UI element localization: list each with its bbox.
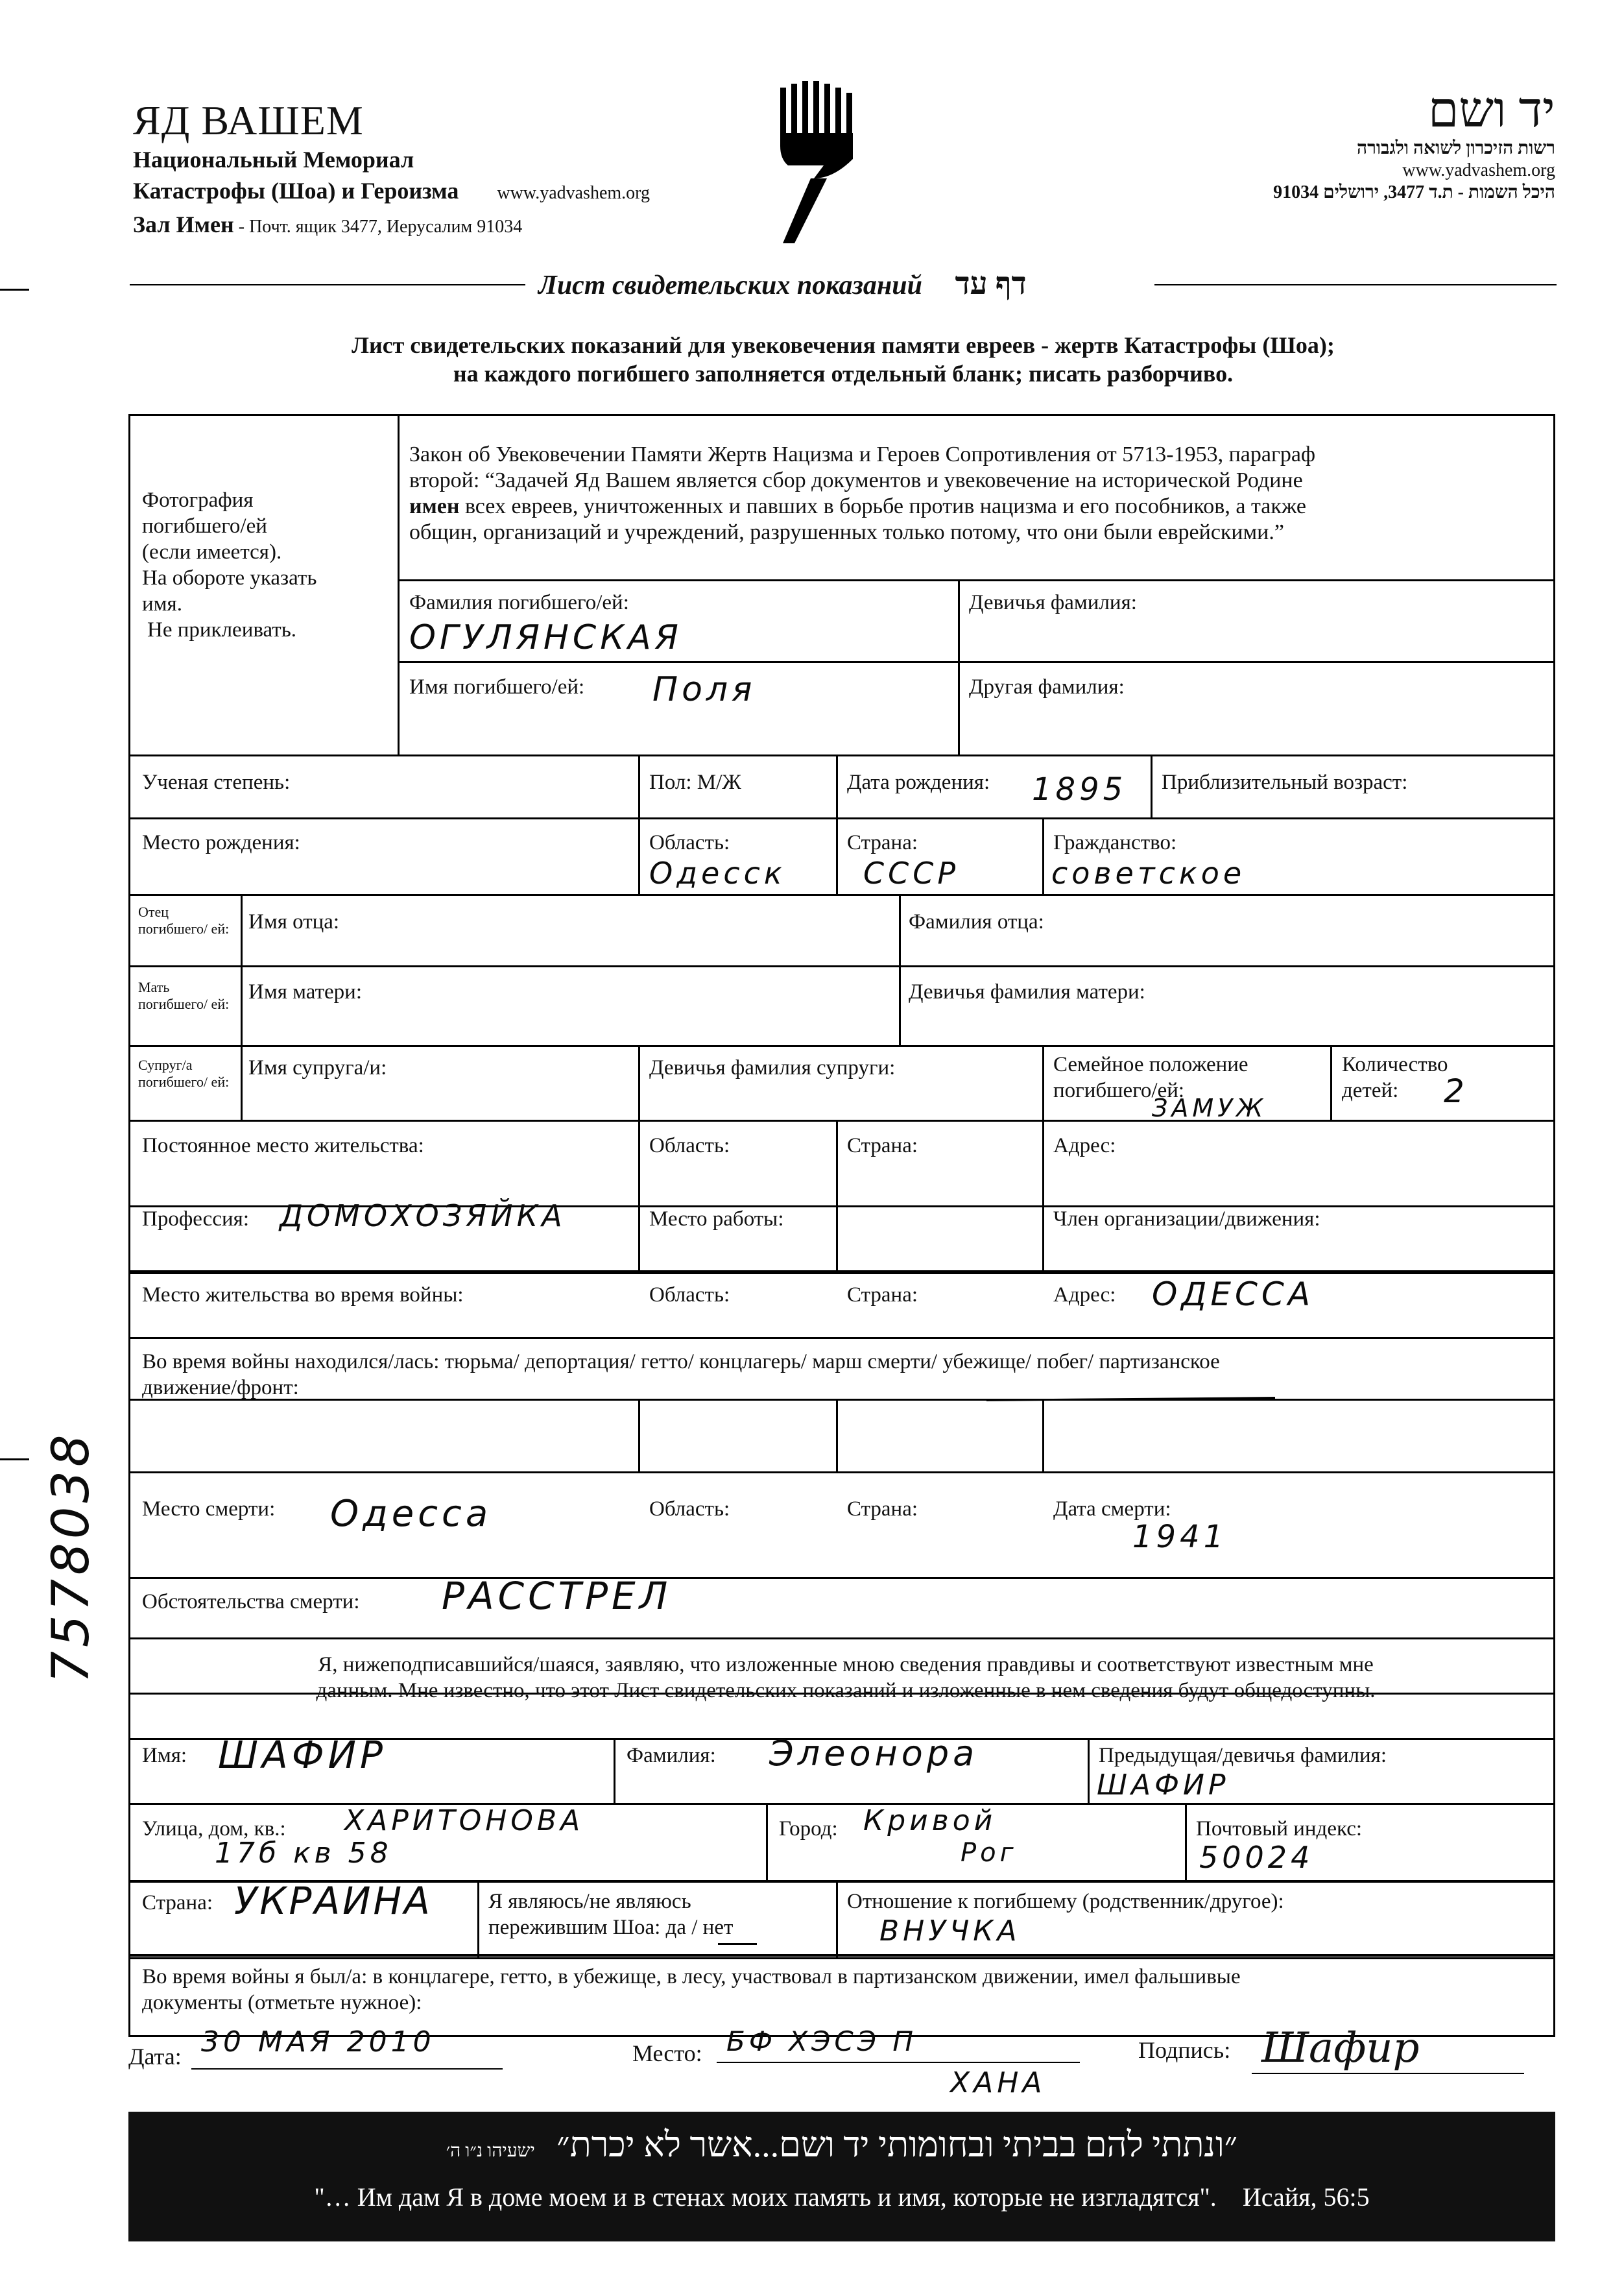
grid-line bbox=[398, 579, 1553, 581]
father-surname-label: Фамилия отца: bbox=[909, 910, 1044, 934]
zip-value[interactable]: 50024 bbox=[1199, 1840, 1314, 1875]
grid-line bbox=[638, 1045, 640, 1270]
org-line3: Зал Имен - Почт. ящик 3477, Иерусалим 91034 bbox=[133, 211, 523, 237]
submitter-country-label: Страна: bbox=[142, 1891, 213, 1914]
header-ru bbox=[133, 97, 650, 243]
place-value-line2[interactable]: ХАНА bbox=[950, 2066, 1046, 2099]
relation-label: Отношение к погибшему (родственник/другое): bbox=[847, 1890, 1284, 1913]
grid-line bbox=[836, 1120, 838, 1270]
war-country-label: Страна: bbox=[847, 1283, 918, 1307]
survivor-label: Я являюсь/не являюсь пережившим Шоа: да / нет bbox=[488, 1890, 734, 1939]
grid-line bbox=[130, 1045, 1553, 1047]
father-name-label: Имя отца: bbox=[248, 910, 340, 934]
war-whereabouts-label: Во время войны находился/лась: тюрьма/ депортация/ гетто/ концлагерь/ марш смерти/ убежище/ побег/ партизанское движение/фронт: bbox=[142, 1350, 1220, 1399]
father-side-label: Отец погибшего/ ей: bbox=[138, 904, 230, 937]
citizenship-value[interactable]: советское bbox=[1051, 856, 1246, 891]
title-rule-left bbox=[130, 284, 525, 285]
birth-region-label: Область: bbox=[649, 831, 730, 854]
website-link-he[interactable]: www.yadvashem.org bbox=[1402, 160, 1555, 180]
death-circumstances-label: Обстоятельства смерти: bbox=[142, 1590, 360, 1613]
grid-line bbox=[638, 755, 640, 894]
marital-status-value[interactable]: ЗАМУЖ bbox=[1152, 1094, 1267, 1122]
grid-line bbox=[130, 894, 1553, 896]
residence-country-label: Страна: bbox=[847, 1134, 918, 1157]
org-title-ru: ЯД ВАШЕМ bbox=[133, 97, 364, 143]
spouse-maiden-label: Девичья фамилия супруги: bbox=[649, 1056, 896, 1080]
title-rule-right bbox=[1154, 284, 1557, 285]
testimony-form bbox=[128, 414, 1555, 1957]
form-title: Лист свидетельских показаний דף עד bbox=[538, 267, 1027, 301]
survivor-yes-underline bbox=[718, 1943, 757, 1945]
children-value[interactable]: 2 bbox=[1444, 1072, 1468, 1110]
law-text: Закон об Увековечении Памяти Жертв Нацизма и Героев Сопротивления от 5713-1953, параграф второй: “Задачей Яд Вашем является сбор документов и увековечение на исторической Родине имен всех евреев, уничтоженных и павших в борьбе против нацизма и его пособников, а также общин, организаций и учреждений, разрушенных только потому, что они были еврейскими.” bbox=[409, 442, 1316, 544]
grid-line bbox=[1185, 1803, 1187, 1880]
signature-value[interactable]: Шафир bbox=[1261, 2024, 1420, 2072]
date-label: Дата: bbox=[128, 2044, 182, 2070]
submitter-name-label: Имя: bbox=[142, 1744, 187, 1767]
website-link[interactable]: www.yadvashem.org bbox=[497, 183, 650, 203]
form-subtitle: Лист свидетельских показаний для увековечения памяти евреев - жертв Катастрофы (Шоа); на каждого погибшего заполняется отдельный бланк; писать разборчиво. bbox=[352, 332, 1335, 387]
grid-line bbox=[130, 1337, 1553, 1339]
permanent-residence-label: Постоянное место жительства: bbox=[142, 1134, 424, 1157]
relation-value[interactable]: ВНУЧКА bbox=[879, 1914, 1021, 1948]
grid-line bbox=[1088, 1738, 1090, 1803]
org-line3-he: היכל השמות - ת.ד 3477, ירושלים 91034 bbox=[1273, 182, 1555, 202]
grid-line bbox=[1151, 755, 1152, 817]
submitter-surname-label: Фамилия: bbox=[627, 1744, 716, 1767]
grid-line bbox=[130, 965, 1553, 967]
margin-mark bbox=[0, 1458, 29, 1460]
profession-value[interactable]: ДОМОХОЗЯЙКА bbox=[280, 1198, 566, 1233]
place-value-line1[interactable]: БФ ХЭСЭ П bbox=[726, 2025, 918, 2057]
grid-line bbox=[130, 817, 1553, 819]
photo-box: Фотография погибшего/ей (если имеется). На обороте указать имя. Не приклеивать. bbox=[142, 489, 317, 642]
org-line2: Катастрофы (Шоа) и Героизма www.yadvashem.org bbox=[133, 178, 650, 204]
place-underline bbox=[717, 2062, 1080, 2063]
submitter-prev-value[interactable]: ШАФИР bbox=[1097, 1769, 1230, 1802]
date-underline bbox=[191, 2068, 503, 2070]
death-date-value[interactable]: 1941 bbox=[1132, 1519, 1228, 1555]
age-label: Приблизительный возраст: bbox=[1162, 771, 1408, 794]
citizenship-label: Гражданство: bbox=[1053, 831, 1177, 854]
declaration-text: Я, нижеподписавшийся/шаяся, заявляю, что изложенные мною сведения правдивы и соответствуют известным мне данным. Мне известно, что этот Лист свидетельских показаний и изложенные в нем сведения будут общедоступны. bbox=[316, 1653, 1376, 1702]
children-label: Количество детей: bbox=[1342, 1053, 1448, 1102]
war-address-label: Адрес: bbox=[1053, 1283, 1116, 1307]
death-country-label: Страна: bbox=[847, 1497, 918, 1521]
war-region-label: Область: bbox=[649, 1283, 730, 1307]
grid-line bbox=[398, 661, 1553, 663]
marital-status-label: Семейное положение погибшего/ей: bbox=[1053, 1053, 1248, 1102]
maiden-name-label: Девичья фамилия: bbox=[969, 591, 1137, 614]
grid-line bbox=[1042, 817, 1044, 894]
grid-line bbox=[130, 1471, 1553, 1473]
grid-line bbox=[130, 755, 1553, 756]
death-region-label: Область: bbox=[649, 1497, 730, 1521]
war-address-value[interactable]: ОДЕССА bbox=[1152, 1275, 1315, 1313]
street-label: Улица, дом, кв.: bbox=[142, 1817, 286, 1841]
surname-value[interactable]: ОГУЛЯНСКАЯ bbox=[409, 618, 682, 657]
death-place-label: Место смерти: bbox=[142, 1497, 276, 1521]
signature-label: Подпись: bbox=[1138, 2037, 1231, 2063]
war-residence-label: Место жительства во время войны: bbox=[142, 1283, 464, 1307]
org-line1-he: רשות הזיכרון לשואה ולגבורה bbox=[1356, 138, 1555, 158]
footer-ru-quote: "… Им дам Я в доме моем и в стенах моих память и имя, которые не изгладятся". Исайя, 56:5 bbox=[314, 2182, 1370, 2212]
first-name-value[interactable]: Поля bbox=[652, 670, 756, 709]
sex-label: Пол: М/Ж bbox=[649, 771, 741, 794]
residence-address-label: Адрес: bbox=[1053, 1134, 1116, 1157]
street-value-line1[interactable]: ХАРИТОНОВА bbox=[344, 1804, 584, 1837]
death-place-value[interactable]: Одесса bbox=[330, 1493, 492, 1535]
first-name-label: Имя погибшего/ей: bbox=[409, 675, 585, 699]
other-name-label: Другая фамилия: bbox=[969, 675, 1125, 699]
grid-line bbox=[899, 894, 901, 1045]
mother-maiden-label: Девичья фамилия матери: bbox=[909, 980, 1145, 1004]
birth-region-value[interactable]: Одесск bbox=[649, 856, 786, 891]
header-he bbox=[1101, 83, 1555, 204]
death-circumstances-value[interactable]: РАССТРЕЛ bbox=[442, 1574, 672, 1618]
signature-underline bbox=[1252, 2073, 1524, 2074]
birth-date-label: Дата рождения: bbox=[847, 771, 990, 794]
grid-line bbox=[1330, 1045, 1332, 1120]
death-date-label: Дата смерти: bbox=[1053, 1497, 1171, 1521]
mother-name-label: Имя матери: bbox=[248, 980, 362, 1004]
residence-region-label: Область: bbox=[649, 1134, 730, 1157]
grid-line bbox=[241, 894, 243, 1120]
grid-line bbox=[1042, 1399, 1044, 1471]
submitter-prev-label: Предыдущая/девичья фамилия: bbox=[1099, 1744, 1387, 1767]
grid-line bbox=[836, 755, 838, 894]
submitter-surname-value[interactable]: Элеонора bbox=[769, 1733, 979, 1774]
submitter-name-value[interactable]: ШАФИР bbox=[218, 1733, 387, 1777]
date-value[interactable]: 30 МАЯ 2010 bbox=[201, 2025, 435, 2059]
footer-quote-band bbox=[128, 2112, 1555, 2241]
profession-label: Профессия: bbox=[142, 1207, 249, 1231]
grid-line bbox=[638, 1399, 640, 1471]
grid-line bbox=[614, 1738, 615, 1803]
grid-line bbox=[836, 1399, 838, 1471]
place-label: Место: bbox=[632, 2040, 702, 2066]
grid-line bbox=[477, 1880, 479, 1957]
city-value-line2[interactable]: Рог bbox=[961, 1838, 1018, 1868]
city-label: Город: bbox=[779, 1817, 838, 1841]
grid-line bbox=[130, 1272, 1553, 1274]
grid-line bbox=[1042, 1045, 1044, 1270]
spouse-side-label: Супруг/а погибшего/ ей: bbox=[138, 1057, 230, 1090]
birthplace-label: Место рождения: bbox=[142, 831, 300, 854]
spouse-name-label: Имя супруга/и: bbox=[248, 1056, 387, 1080]
grid-line bbox=[398, 416, 400, 755]
mother-side-label: Мать погибшего/ ей: bbox=[138, 979, 230, 1012]
submitter-country-value[interactable]: УКРАИНА bbox=[234, 1879, 433, 1923]
grid-line bbox=[836, 1880, 838, 1957]
degree-label: Ученая степень: bbox=[142, 771, 291, 794]
submitter-wartime-text: Во время войны я был/а: в концлагере, гетто, в убежище, в лесу, участвовал в партизанском движении, имел фальшивые документы (отметьте нужное): bbox=[142, 1965, 1241, 2014]
zip-label: Почтовый индекс: bbox=[1196, 1817, 1363, 1841]
margin-mark bbox=[0, 289, 29, 291]
grid-line bbox=[958, 579, 960, 755]
street-value-line2[interactable]: 17б кв 58 bbox=[215, 1837, 392, 1870]
org-line1: Национальный Мемориал bbox=[133, 147, 414, 173]
grid-line bbox=[130, 1577, 1553, 1579]
org-title-he: יד ושם bbox=[1427, 83, 1555, 138]
grid-line bbox=[130, 1270, 1553, 1272]
membership-label: Член организации/движения: bbox=[1053, 1207, 1320, 1231]
margin-reference-number: 7578038 bbox=[42, 1431, 101, 1684]
footer-he-quote: ״ונתתי להם בביתי ובחומותי יד ושם...אשר לא יכרת״ ישעיהו נ״ו ה׳ bbox=[446, 2125, 1238, 2164]
grid-line bbox=[130, 1637, 1553, 1639]
grid-line bbox=[766, 1803, 768, 1880]
birth-date-value[interactable]: 1895 bbox=[1032, 771, 1127, 808]
surname-label: Фамилия погибшего/ей: bbox=[409, 591, 629, 614]
birth-country-label: Страна: bbox=[847, 831, 918, 854]
workplace-label: Место работы: bbox=[649, 1207, 784, 1231]
city-value-line1[interactable]: Кривой bbox=[863, 1804, 997, 1837]
birth-country-value[interactable]: СССР bbox=[863, 856, 960, 891]
grid-line bbox=[130, 1120, 1553, 1122]
yad-vashem-logo bbox=[775, 81, 859, 256]
